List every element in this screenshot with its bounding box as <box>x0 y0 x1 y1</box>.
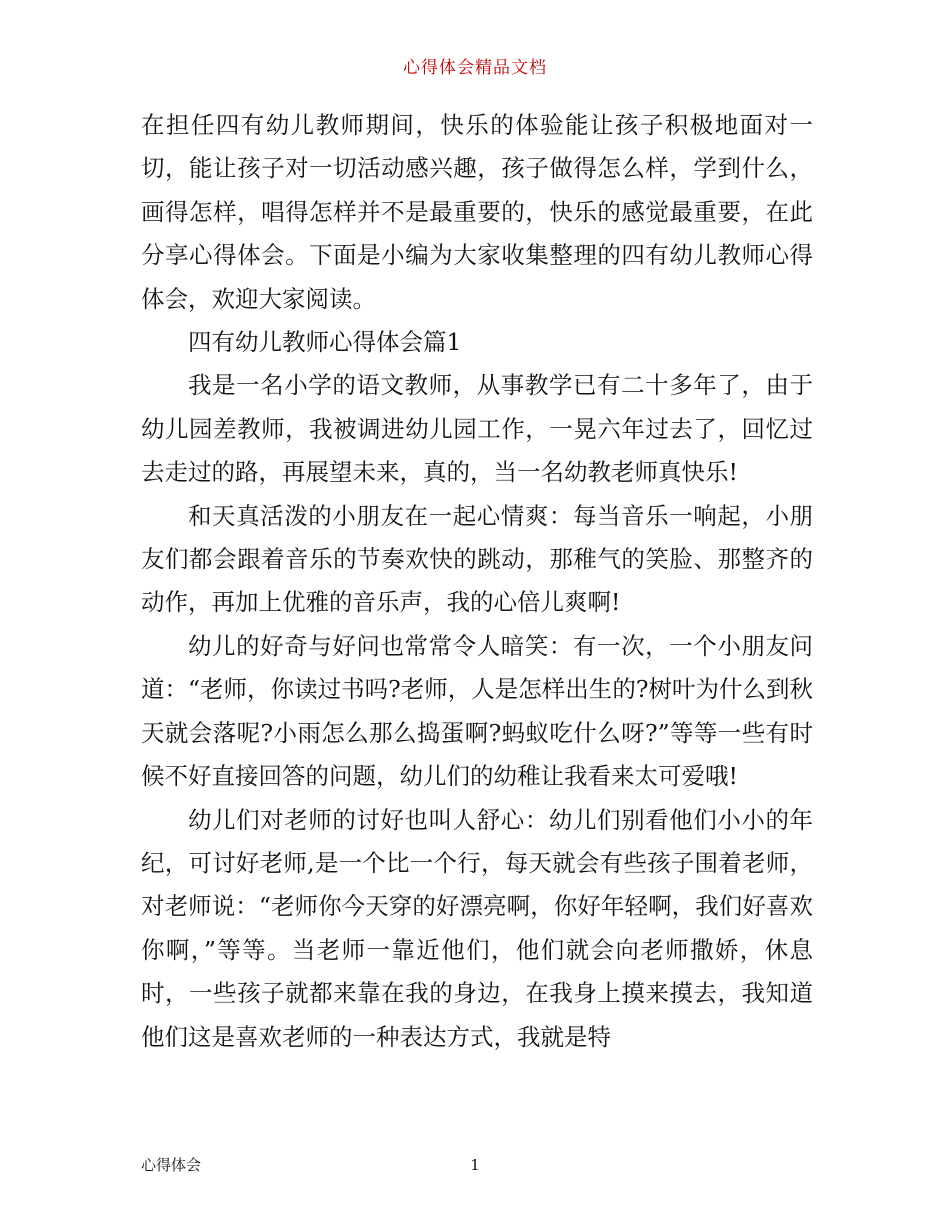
body-paragraph: 和天真活泼的小朋友在一起心情爽：每当音乐一响起，小朋友们都会跟着音乐的节奏欢快的跳动，那稚气的笑脸、那整齐的动作，再加上优雅的音乐声，我的心倍儿爽啊! <box>141 501 813 617</box>
footer-label: 心得体会 <box>141 1156 202 1174</box>
body-paragraph: 我是一名小学的语文教师，从事教学已有二十多年了，由于幼儿园差教师，我被调进幼儿园工作，一晃六年过去了，回忆过去走过的路，再展望未来，真的，当一名幼教老师真快乐! <box>141 371 813 487</box>
page-header-title: 心得体会精品文档 <box>403 58 547 78</box>
footer-page-number: 1 <box>470 1156 480 1174</box>
document-body <box>141 104 813 1059</box>
section-heading: 四有幼儿教师心得体会篇1 <box>188 328 462 357</box>
intro-paragraph: 在担任四有幼儿教师期间，快乐的体验能让孩子积极地面对一切，能让孩子对一切活动感兴趣，孩子做得怎么样，学到什么，画得怎样，唱得怎样并不是最重要的，快乐的感觉最重要，在此分享心得体会。下面是小编为大家收集整理的四有幼儿教师心得体会，欢迎大家阅读。 <box>141 111 813 313</box>
body-paragraph: 幼儿们对老师的讨好也叫人舒心：幼儿们别看他们小小的年纪，可讨好老师,是一个比一个行，每天就会有些孩子围着老师，对老师说：“老师你今天穿的好漂亮啊，你好年轻啊，我们好喜欢你啊，”等等。当老师一靠近他们，他们就会向老师撒娇，休息时，一些孩子就都来靠在我的身边，在我身上摸来摸去，我知道他们这是喜欢老师的一种表达方式，我就是特 <box>141 805 813 1051</box>
body-paragraph: 幼儿的好奇与好问也常常令人暗笑：有一次，一个小朋友问道：“老师，你读过书吗?老师，人是怎样出生的?树叶为什么到秋天就会落呢?小雨怎么那么捣蛋啊?蚂蚁吃什么呀?”等等一些有时候不好直接回答的问题，幼儿们的幼稚让我看来太可爱哦! <box>141 631 813 791</box>
